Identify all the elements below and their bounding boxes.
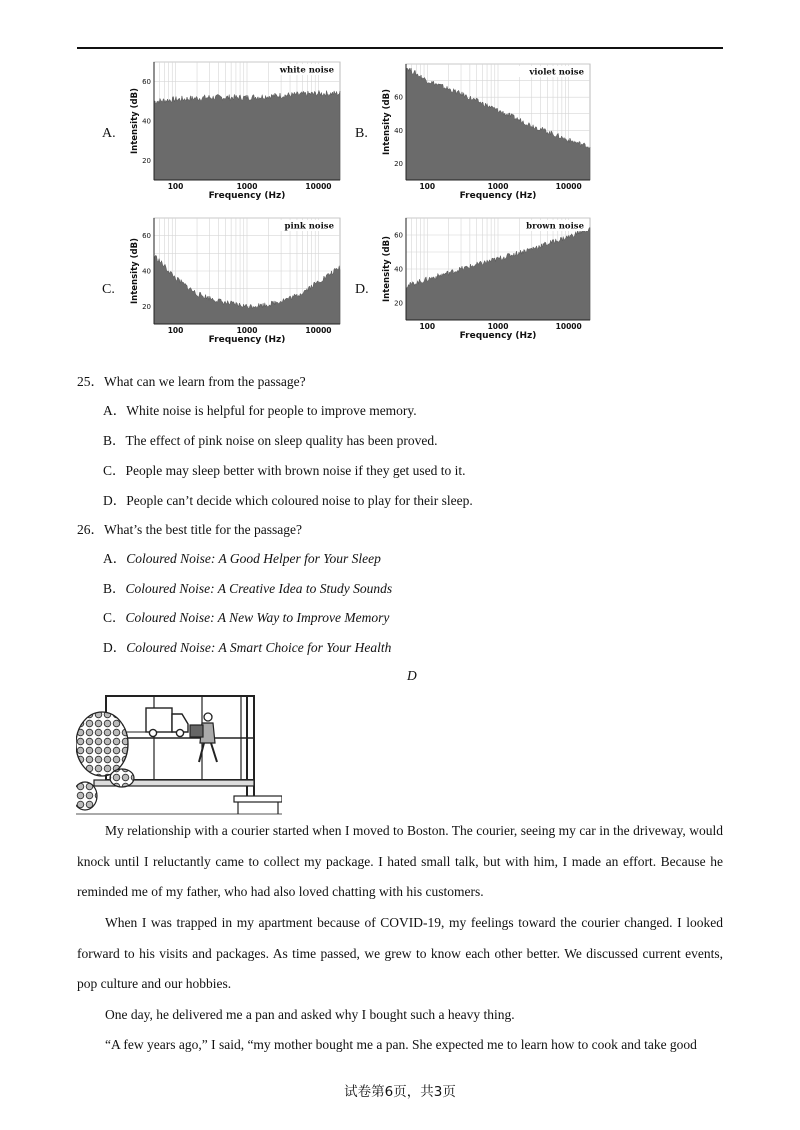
y-tick-label: 20 [394, 299, 403, 308]
passage-paragraph: “A few years ago,” I said, “my mother bought me a pan. She expected me to learn how to cook and take good [105, 1037, 697, 1052]
pink-noise-chart [124, 214, 346, 344]
question-25-stem: 25．What can we learn from the passage? [77, 374, 306, 389]
option-letter: C． [103, 610, 126, 625]
question-26-option [103, 608, 389, 628]
option-letter: A． [103, 551, 127, 566]
option-text: Coloured Noise: A Good Helper for Your Sleep [126, 551, 381, 566]
y-tick-label: 20 [394, 159, 403, 168]
chart-svg [124, 58, 346, 200]
passage-paragraph: My relationship with a courier started when I moved to Boston. The courier, seeing my car in the driveway, would knock until I reluctantly came to collect my package. I hated small talk, but with him, I made an effort. Because he reminded me of my father, who had also loved chatting with his customers. [77, 823, 723, 900]
y-tick-label: 60 [394, 93, 403, 102]
x-tick-label: 1000 [487, 182, 509, 191]
x-tick-label: 1000 [236, 182, 258, 191]
noise-label: pink noise [284, 221, 334, 232]
option-letter: D． [103, 640, 127, 655]
x-tick-label: 1000 [236, 326, 258, 335]
option-text: Coloured Noise: A Smart Choice for Your Health [126, 640, 392, 655]
y-axis-label: Intensity (dB) [130, 238, 140, 304]
y-axis-label: Intensity (dB) [382, 236, 392, 302]
noise-label: white noise [279, 65, 334, 76]
y-tick-label: 40 [142, 267, 151, 276]
y-tick-label: 20 [142, 302, 151, 311]
x-tick-label: 10000 [305, 182, 332, 191]
x-tick-label: 1000 [487, 322, 509, 331]
question-26-stem: 26．What’s the best title for the passage? [77, 522, 302, 537]
chart-svg [376, 214, 596, 340]
x-axis-label: Frequency (Hz) [459, 331, 537, 341]
passage-paragraph: When I was trapped in my apartment because of COVID-19, my feelings toward the courier changed. I looked forward to his visits and packages. As time passed, we grew to know each other better. We discussed current events, pop culture and our hobbies. [77, 915, 723, 992]
page-footer: 试卷第6页，共3页 [344, 1084, 456, 1100]
chart-option-letter: D. [355, 282, 369, 297]
question-25-option: A．White noise is helpful for people to improve memory. [103, 403, 417, 418]
y-tick-label: 60 [142, 232, 151, 241]
section-label: D [407, 668, 417, 683]
question-25-option: B．The effect of pink noise on sleep quality has been proved. [103, 433, 438, 448]
question-25-option: D．People can’t decide which coloured noise to play for their sleep. [103, 493, 473, 508]
option-letter: B． [103, 581, 126, 596]
y-tick-label: 60 [142, 78, 151, 87]
x-tick-label: 10000 [555, 322, 582, 331]
question-26-option [103, 638, 391, 658]
x-axis-label: Frequency (Hz) [459, 191, 537, 201]
white-noise-chart [124, 58, 346, 200]
x-tick-label: 100 [167, 182, 184, 191]
y-tick-label: 40 [142, 117, 151, 126]
x-tick-label: 10000 [555, 182, 582, 191]
chart-svg [124, 214, 346, 344]
spectrum-area [154, 90, 340, 180]
question-26-option [103, 579, 392, 599]
x-tick-label: 10000 [305, 326, 332, 335]
x-tick-label: 100 [167, 326, 184, 335]
x-axis-label: Frequency (Hz) [208, 191, 286, 201]
passage-paragraph: One day, he delivered me a pan and asked why I bought such a heavy thing. [105, 1007, 515, 1022]
y-axis-label: Intensity (dB) [382, 89, 392, 155]
chart-svg [376, 60, 596, 200]
chart-option-letter: C. [102, 282, 115, 297]
x-axis-label: Frequency (Hz) [208, 335, 286, 345]
option-text: Coloured Noise: A New Way to Improve Memory [125, 610, 390, 625]
violet-noise-chart [376, 60, 596, 200]
y-tick-label: 40 [394, 265, 403, 274]
courier-illustration [76, 692, 282, 816]
question-26-option [103, 549, 381, 569]
option-text: Coloured Noise: A Creative Idea to Study Sounds [125, 581, 393, 596]
question-25-option: C．People may sleep better with brown noise if they get used to it. [103, 463, 466, 478]
y-tick-label: 40 [394, 126, 403, 135]
y-tick-label: 20 [142, 156, 151, 165]
chart-option-letter: B. [355, 126, 368, 141]
chart-option-letter: A. [102, 126, 116, 141]
x-tick-label: 100 [419, 322, 436, 331]
noise-label: brown noise [526, 221, 584, 232]
brown-noise-chart [376, 214, 596, 340]
noise-label: violet noise [529, 67, 584, 78]
y-axis-label: Intensity (dB) [130, 88, 140, 154]
header-rule [77, 47, 723, 49]
y-tick-label: 60 [394, 231, 403, 240]
x-tick-label: 100 [419, 182, 436, 191]
